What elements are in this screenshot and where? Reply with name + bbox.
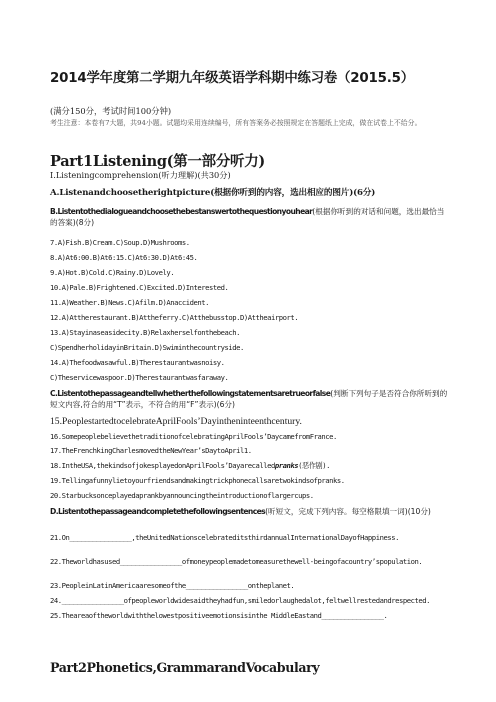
part1-heading: Part1Listening(第一部分听力) <box>50 153 265 170</box>
section-b-title: B.Listentothedialogueandchoosethebestanswertothequestionyouhear <box>50 207 313 216</box>
question-14-options: C)Theservicewaspoor.D)Therestaurantwasfaraway. <box>50 373 229 382</box>
exam-time-note: (满分150分，考试时间100分钟) <box>50 106 172 116</box>
question-13-options: C)SpendherholidayinBritain.D)Swiminthecountryside. <box>50 343 244 352</box>
prank-note: (恶作剧). <box>298 461 331 470</box>
question-9: 9.A)Hot.B)Cold.C)Rainy.D)Lovely. <box>50 268 175 277</box>
question-11: 11.A)Weather.B)News.C)Afilm.D)Anaccident. <box>50 298 209 307</box>
question-8: 8.A)At6:00.B)At6:15.C)At6:30.D)At6:45. <box>50 253 198 262</box>
question-13: 13.A)Stayinaseasidecity.B)Relaxherselfonthebeach. <box>50 328 240 337</box>
exam-instructions: 考生注意：本卷有7大题，共94小题。试题均采用连续编号，所有答案务必按照规定在答题纸上完成，做在试卷上不给分。 <box>50 119 422 127</box>
section-c-instruction: (判断下列句子是否符合你所听到的短文内容,符合的用“T”表示，不符合的用“F”表示)(6分) <box>50 389 448 409</box>
question-12: 12.A)Attherestaurant.B)Attheferry.C)Atthebusstop.D)Attheairport. <box>50 313 299 322</box>
question-10: 10.A)Pale.B)Frightened.C)Excited.D)Interested. <box>50 283 229 292</box>
question-23: 23.PeopleinLatinAmericaaresomeofthe________________ontheplanet. <box>50 581 295 590</box>
part2-heading: Part2Phonetics,GrammarandVocabulary <box>50 660 320 675</box>
question-19: 19.Tellingafunnylietoyourfriendsandmakingtrickphonecallsaretwokindsofpranks. <box>50 476 345 485</box>
question-16: 16.SomepeoplebelievethetraditionofcelebratingAprilFools’DaycamefromFrance. <box>50 432 337 441</box>
question-21: 21.On________________,theUnitedNationscelebrateditsthirdannualInternationalDayofHappiness. <box>50 533 399 542</box>
question-17: 17.TheFrenchkingCharlesmovedtheNewYear’sDaytoApril1. <box>50 446 252 455</box>
question-22: 22.Theworldhasused________________ofmoneypeoplemadetomeasurethewell-beingofacountry’spopulation. <box>50 557 423 566</box>
question-14: 14.A)Thefoodwasawful.B)Therestaurantwasnoisy. <box>50 358 225 367</box>
section-d-instruction: (听短文，完成下列内容。每空格限填一词)(10分) <box>265 507 431 516</box>
questions-23-25 <box>50 580 450 621</box>
section-b-instruction: (根据你听到的对话和问题，选出最恰当的答案)(8分) <box>50 207 445 227</box>
prank-word: pranks <box>274 461 299 470</box>
exam-title: 2014学年度第二学期九年级英语学科期中练习卷（2015.5） <box>50 71 414 86</box>
section-a-heading: A.Listenandchoosetherightpicture(根据你听到的内容，选出相应的图片)(6分) <box>50 188 376 198</box>
section-c-title: C.Listentothepassageandtellwhetherthefollowingstatementsaretrueorfalse <box>50 389 331 398</box>
section-c-heading <box>50 388 450 410</box>
question-20: 20.Starbucksonceplayedaprankbyannouncingtheintroductionoflargercups. <box>50 491 314 500</box>
question-25: 25.Theareaoftheworldwiththelowestpositiveemotionsisinthe MiddleEastand________________. <box>50 611 388 620</box>
question-7: 7.A)Fish.B)Cream.C)Soup.D)Mushrooms. <box>50 238 190 247</box>
section-d-title: D.Listentothepassageandcompletethefollowingsentences <box>50 507 266 516</box>
question-18-text: 18.IntheUSA,thekindsofjokesplayedonAprilFools’Dayarecalled <box>50 461 275 470</box>
section-d-heading <box>50 506 450 517</box>
section-1-heading: I.Listeningcomprehension(听力理解)(共30分) <box>50 170 231 180</box>
question-24: 24.________________ofpeopleworldwidesaidtheyhadfun,smiledorlaughedalot,feltwellrestedandrespected. <box>50 596 430 605</box>
section-b-heading <box>50 206 450 228</box>
question-18 <box>50 461 450 471</box>
question-15: 15.PeoplestartedtocelebrateAprilFools’Dayintheninteenthcentury. <box>50 416 302 427</box>
